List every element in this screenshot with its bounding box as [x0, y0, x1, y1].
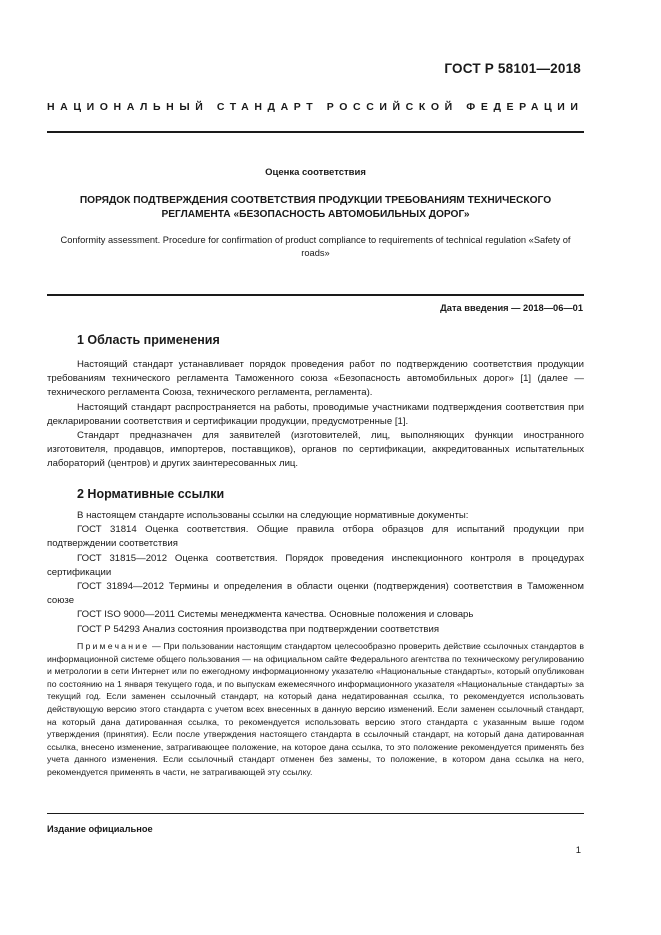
document-title-english: Conformity assessment. Procedure for confirmation of product compliance to requirements of technical regulation «Safety of roads»	[60, 235, 571, 258]
section-2-body	[47, 509, 584, 637]
section-1-body	[47, 358, 584, 472]
reference-item: ГОСТ 31815—2012 Оценка соответствия. Порядок проведения инспекционного контроля в процедурах сертификации	[47, 552, 584, 578]
national-standard-line: НАЦИОНАЛЬНЫЙ СТАНДАРТ РОССИЙСКОЙ ФЕДЕРАЦИИ	[47, 101, 584, 113]
document-subtitle: Оценка соответствия	[265, 167, 366, 178]
introduction-date: Дата введения — 2018—06—01	[440, 303, 583, 313]
header-rule	[47, 131, 584, 133]
note-label: Примечание	[77, 641, 150, 651]
official-edition-label: Издание официальное	[47, 824, 153, 834]
reference-item: ГОСТ 31894—2012 Термины и определения в области оценки (подтверждения) соответствия в Таможенном союзе	[47, 581, 584, 607]
section-2-heading: 2 Нормативные ссылки	[77, 487, 225, 501]
reference-item: ГОСТ 31814 Оценка соответствия. Общие правила отбора образцов для испытаний продукции при подтверждении соответствия	[47, 524, 584, 550]
note-block	[47, 640, 584, 779]
paragraph: В настоящем стандарте использованы ссылки на следующие нормативные документы:	[77, 510, 469, 521]
paragraph: Стандарт предназначен для заявителей (изготовителей, лиц, выполняющих функции иностранного изготовителя, продавцов, импортеров, поставщиков), органов по сертификации, аккредитованных испытательных лабораторий (центров) и других заинтересованных лиц.	[47, 430, 584, 470]
section-1-heading: 1 Область применения	[77, 333, 220, 347]
reference-item: ГОСТ Р 54293 Анализ состояния производства при подтверждении соответствия	[77, 623, 440, 635]
reference-item: ГОСТ ISO 9000—2011 Системы менеджмента качества. Основные положения и словарь	[77, 609, 474, 621]
gost-number: ГОСТ Р 58101—2018	[444, 61, 581, 76]
footer-rule	[47, 813, 584, 814]
title-rule	[47, 294, 584, 296]
page-number: 1	[575, 845, 581, 856]
note-text: — При пользовании настоящим стандартом целесообразно проверить действие ссылочных стандартов в информационной системе общего пользования — на официальном сайте Федерального агентства по техническому регулированию и метрологии в сети Интернет или по ежегодному информационному указателю «Национальные стандарты», который опубликован по состоянию на 1 января текущего года, и по выпускам ежемесячного информационного указателя «Национальные стандарты» за текущий год. Если заменен ссылочный стандарт, на который дана недатированная ссылка, то рекомендуется использовать действующую версию этого стандарта с учетом всех внесенных в данную версию изменений. Если заменен ссылочный стандарт, на который дана датированная ссылка, то рекомендуется использовать версию этого стандарта с указанным выше годом утверждения (принятия). Если после утверждения настоящего стандарта в ссылочный стандарт, на который дана датированная ссылка, внесено изменение, затрагивающее положение, на которое дана ссылка, то это положение рекомендуется применять без учета данного изменения. Если ссылочный стандарт отменен без замены, то положение, в котором дана ссылка на него, рекомендуется применять в части, не затрагивающей эту ссылку.	[47, 641, 584, 777]
paragraph: Настоящий стандарт распространяется на работы, проводимые участниками подтверждения соответствия при декларировании соответствия и сертификации продукции, предусмотренные [1].	[47, 401, 584, 427]
document-title: ПОРЯДОК ПОДТВЕРЖДЕНИЯ СООТВЕТСТВИЯ ПРОДУКЦИИ ТРЕБОВАНИЯМ ТЕХНИЧЕСКОГО РЕГЛАМЕНТА «БЕЗОПАСНОСТЬ АВТОМОБИЛЬНЫХ ДОРОГ»	[79, 195, 552, 220]
paragraph: Настоящий стандарт устанавливает порядок проведения работ по подтверждению соответствия продукции требованиям технического регламента Таможенного союза «Безопасность автомобильных дорог» [1] (далее — технического регламента Союза, технического регламента, регламента).	[47, 359, 584, 399]
